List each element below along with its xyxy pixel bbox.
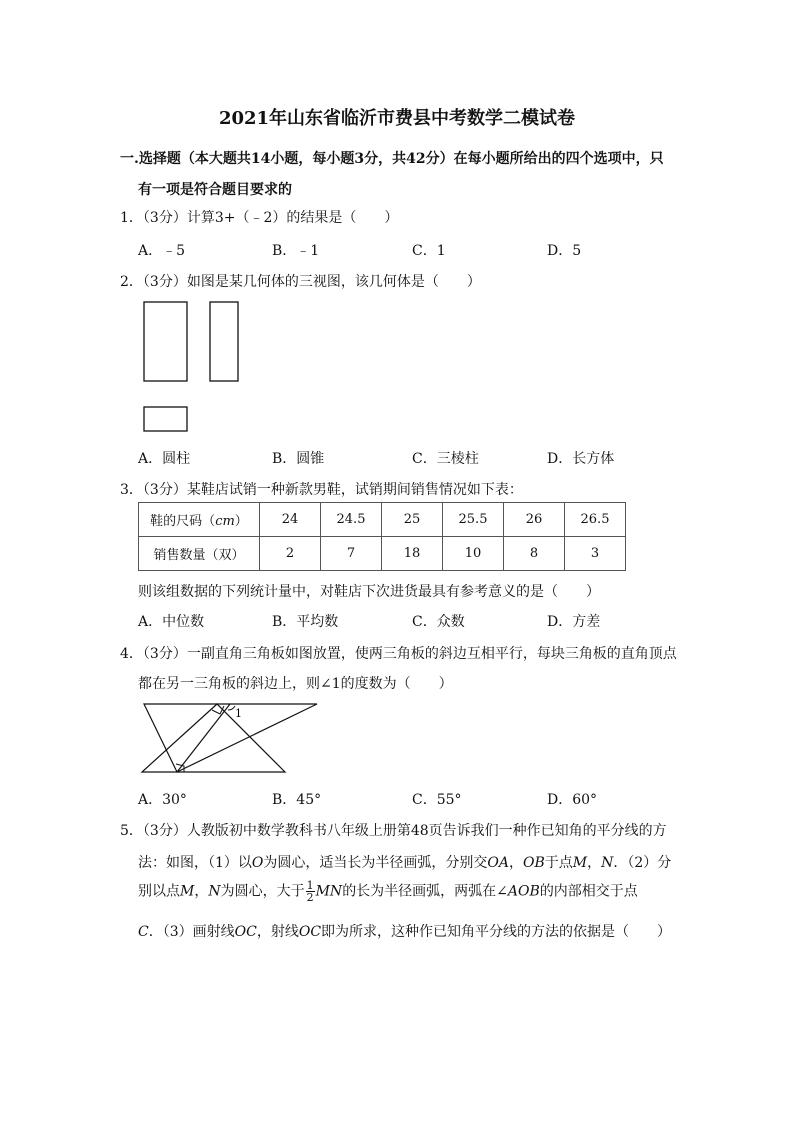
question-4-stem-line1: 4．（3分）一副直角三角板如图放置，使两三角板的斜边互相平行，每块三角板的直角顶点	[120, 646, 677, 662]
q2-option-c: C．三棱柱	[412, 451, 479, 467]
question-5-line3: 别以点M，N为圆心，大于 $\frac{1}{2}$ MN的长为半径画弧，两弧在∠AOB的内部相交于点	[138, 879, 638, 904]
q4-option-b: B．45°	[272, 792, 322, 808]
top-view-rect	[144, 407, 187, 431]
question-3-stem: 3．（3分）某鞋店试销一种新款男鞋，试销期间销售情况如下表：	[120, 482, 523, 498]
table-cell: 10	[443, 537, 504, 571]
q4-option-c: C．55°	[412, 792, 462, 808]
q3-option-b: B．平均数	[272, 614, 339, 630]
table-cell: 24.5	[321, 503, 382, 537]
upper-triangle	[144, 704, 317, 772]
q4-option-a: A．30°	[138, 792, 187, 808]
angle-1-label: 1	[235, 707, 242, 720]
question-5-line1: 5．（3分）人教版初中数学教科书八年级上册第48页告诉我们一种作已知角的平分线的方	[120, 823, 667, 839]
table-row-sizes	[139, 503, 626, 537]
table-header-size: 鞋的尺码（cm）	[139, 503, 260, 537]
side-view-rect	[210, 302, 238, 381]
table-cell: 3	[565, 537, 626, 571]
question-2-stem: 2．（3分）如图是某几何体的三视图，该几何体是（ ）	[120, 274, 481, 290]
question-1-stem: 1．（3分）计算3+（﹣2）的结果是（ ）	[120, 210, 399, 226]
q3-option-a: A．中位数	[138, 614, 205, 630]
q2-option-a: A．圆柱	[138, 451, 191, 467]
triangle-set-figure	[140, 700, 320, 776]
table-cell: 25.5	[443, 503, 504, 537]
q1-option-c: C．1	[412, 243, 446, 259]
shoe-sales-table	[138, 502, 626, 571]
fraction-one-half: $\frac{1}{2}$	[306, 879, 314, 904]
table-header-count: 销售数量（双）	[139, 537, 260, 571]
table-cell: 2	[260, 537, 321, 571]
table-cell: 26	[504, 503, 565, 537]
angle-1-arc	[228, 706, 235, 710]
lower-triangle	[142, 704, 285, 772]
table-cell: 18	[382, 537, 443, 571]
question-4-stem-line2: 都在另一三角板的斜边上，则∠1的度数为（ ）	[138, 676, 453, 692]
q1-option-b: B．﹣1	[272, 243, 320, 259]
table-cell: 7	[321, 537, 382, 571]
table-row-counts	[139, 537, 626, 571]
hypotenuse-line	[177, 704, 230, 772]
table-cell: 24	[260, 503, 321, 537]
q1-option-d: D．5	[547, 243, 582, 259]
q4-option-d: D．60°	[547, 792, 598, 808]
front-view-rect	[144, 302, 187, 381]
page-title: 2021年山东省临沂市费县中考数学二模试卷	[218, 108, 576, 129]
question-3-prompt: 则该组数据的下列统计量中，对鞋店下次进货最具有参考意义的是（ ）	[138, 584, 600, 600]
q2-option-d: D．长方体	[547, 451, 615, 467]
q3-option-d: D．方差	[547, 614, 601, 630]
question-5-line2: 法：如图，（1）以O为圆心，适当长为半径画弧，分别交OA，OB于点M，N．（2）分	[138, 855, 672, 871]
q1-option-a: A．﹣5	[138, 243, 186, 259]
table-cell: 25	[382, 503, 443, 537]
q2-option-b: B．圆锥	[272, 451, 325, 467]
section-heading-line2: 有一项是符合题目要求的	[138, 182, 292, 198]
table-cell: 26.5	[565, 503, 626, 537]
table-cell: 8	[504, 537, 565, 571]
question-5-line4: C．（3）画射线OC，射线OC即为所求，这种作已知角平分线的方法的依据是（ ）	[138, 924, 672, 940]
q3-option-c: C．众数	[412, 614, 465, 630]
section-heading-line1: 一.选择题（本大题共14小题，每小题3分，共42分）在每小题所给出的四个选项中，只	[120, 151, 664, 167]
three-view-figure	[138, 296, 248, 436]
